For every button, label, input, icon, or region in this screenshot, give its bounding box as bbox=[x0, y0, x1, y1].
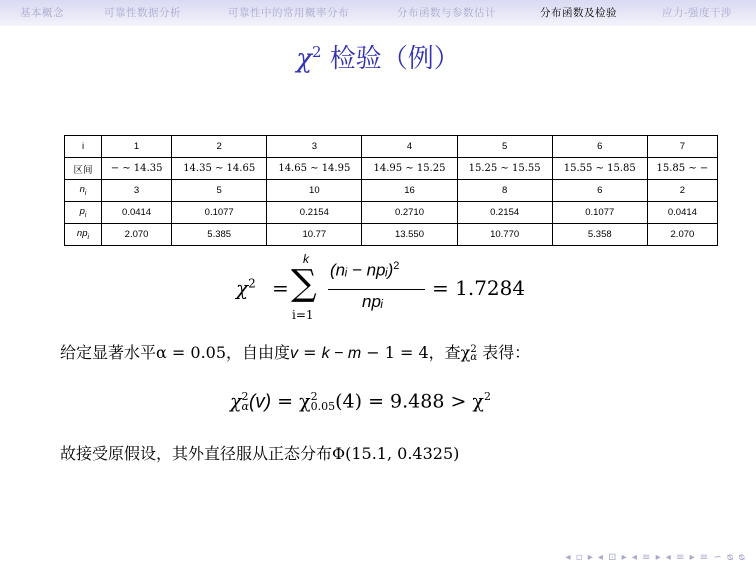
f2-sub: α bbox=[241, 400, 249, 414]
slide-title bbox=[0, 38, 756, 75]
table-cell: 5.358 bbox=[552, 224, 647, 246]
var-v: v bbox=[290, 345, 299, 362]
sentence-part-d: 表得： bbox=[477, 343, 531, 362]
header-cell: 5 bbox=[457, 136, 552, 158]
sum-lower-limit: i=1 bbox=[292, 308, 314, 322]
formula-result: = 1.7284 bbox=[432, 276, 526, 300]
f2-sup: 2 bbox=[241, 390, 249, 404]
sum-upper-limit: k bbox=[303, 252, 309, 266]
table-cell: 10 bbox=[267, 180, 362, 202]
row-label-sub: i bbox=[84, 211, 87, 219]
table-cell: 0.2710 bbox=[362, 202, 457, 224]
nav-item-distribution-estimation[interactable]: 分布函数与参数估计 bbox=[397, 7, 496, 19]
row-label-main: p bbox=[79, 206, 85, 218]
nav-item-probability-distributions[interactable]: 可靠性中的常用概率分布 bbox=[228, 7, 349, 19]
f2-sup2: 2 bbox=[310, 390, 318, 404]
table-header-row bbox=[65, 136, 718, 158]
row-label-pi bbox=[65, 202, 102, 224]
header-cell: 3 bbox=[267, 136, 362, 158]
table-cell: 8 bbox=[457, 180, 552, 202]
f2-chi-supsub bbox=[242, 392, 249, 412]
formula-lhs-exp: 2 bbox=[248, 276, 256, 291]
table-cell: 13.550 bbox=[362, 224, 457, 246]
f2-chi2-supsub bbox=[311, 392, 336, 412]
table-cell: 10.77 bbox=[267, 224, 362, 246]
numerator-exp: 2 bbox=[393, 260, 400, 272]
critical-value-formula bbox=[230, 390, 491, 413]
table-cell: 0.2154 bbox=[267, 202, 362, 224]
significance-sentence bbox=[60, 340, 530, 363]
nav-item-reliability-analysis[interactable]: 可靠性数据分析 bbox=[104, 7, 181, 19]
row-label-interval: 区间 bbox=[65, 158, 102, 180]
sentence-part-c: − 1 = 4，查χ bbox=[361, 343, 471, 362]
f2-sub2: 0.05 bbox=[310, 400, 336, 414]
numerator-expr: (nᵢ − npᵢ) bbox=[330, 260, 394, 280]
table-cell: 2.070 bbox=[102, 224, 172, 246]
expr-k-m: k − m bbox=[321, 345, 362, 362]
conclusion-sentence: 故接受原假设，其外直径服从正态分布Φ(15.1, 0.4325) bbox=[60, 444, 460, 463]
section-navbar bbox=[0, 0, 756, 26]
fraction-bar bbox=[328, 289, 425, 290]
table-cell: 14.95 ∼ 15.25 bbox=[362, 158, 457, 180]
row-label-ni bbox=[65, 180, 102, 202]
f2-chi: χ bbox=[230, 390, 242, 413]
table-cell: 15.25 ∼ 15.55 bbox=[457, 158, 552, 180]
title-chi-symbol: χ bbox=[296, 44, 312, 74]
formula-equals: = bbox=[272, 276, 289, 300]
sentence-part-a: 给定显著水平α = 0.05，自由度 bbox=[60, 343, 291, 362]
table-cell: 15.85 ∼ − bbox=[647, 158, 717, 180]
table-cell: 0.2154 bbox=[457, 202, 552, 224]
nav-item-stress-strength[interactable]: 应力-强度干涉 bbox=[662, 7, 733, 19]
f2-rest: (4) = 9.488 > χ bbox=[335, 390, 484, 413]
header-cell: 1 bbox=[102, 136, 172, 158]
nav-item-basic-concepts[interactable]: 基本概念 bbox=[20, 7, 64, 19]
table-cell: 0.1077 bbox=[552, 202, 647, 224]
fraction-denominator: npᵢ bbox=[362, 292, 384, 311]
table-cell: 0.1077 bbox=[172, 202, 267, 224]
table-cell: 14.35 ∼ 14.65 bbox=[172, 158, 267, 180]
table-cell: 15.55 ∼ 15.85 bbox=[552, 158, 647, 180]
row-label-sub: i bbox=[87, 233, 90, 241]
chi-square-formula bbox=[236, 252, 536, 324]
table-cell: 5 bbox=[172, 180, 267, 202]
beamer-navigation-icons[interactable]: ◂ ▫ ▸ ◂ ⊡ ▸ ◂ ≡ ▸ ◂ ≡ ▸ ≡ ∽ ᴓ ᴓ bbox=[565, 552, 746, 563]
table-row-pi bbox=[65, 202, 718, 224]
nav-item-distribution-test[interactable]: 分布函数及检验 bbox=[540, 7, 617, 19]
formula-lhs-chi: χ bbox=[236, 276, 249, 300]
table-row-interval bbox=[65, 158, 718, 180]
header-label: i bbox=[65, 136, 102, 158]
table-cell: − ∼ 14.35 bbox=[102, 158, 172, 180]
table-cell: 0.0414 bbox=[647, 202, 717, 224]
row-label-sub: i bbox=[84, 189, 87, 197]
table-cell: 6 bbox=[552, 180, 647, 202]
sentence-part-b: = bbox=[298, 343, 322, 362]
f2-arg: (v) bbox=[248, 391, 272, 413]
table-cell: 2.070 bbox=[647, 224, 717, 246]
table-row-npi bbox=[65, 224, 718, 246]
sum-symbol: ∑ bbox=[291, 263, 317, 304]
table-cell: 3 bbox=[102, 180, 172, 202]
table-cell: 5.385 bbox=[172, 224, 267, 246]
header-cell: 4 bbox=[362, 136, 457, 158]
header-cell: 6 bbox=[552, 136, 647, 158]
f2-part2: = χ bbox=[271, 390, 311, 413]
row-label-main: n bbox=[79, 184, 85, 196]
fraction-numerator bbox=[330, 260, 399, 281]
formula-lhs bbox=[236, 276, 256, 300]
table-cell: 10.770 bbox=[457, 224, 552, 246]
table-cell: 0.0414 bbox=[102, 202, 172, 224]
header-cell: 7 bbox=[647, 136, 717, 158]
frequency-table bbox=[64, 135, 718, 246]
header-cell: 2 bbox=[172, 136, 267, 158]
chi-sup: 2 bbox=[470, 343, 477, 355]
table-cell: 14.65 ∼ 14.95 bbox=[267, 158, 362, 180]
row-label-main: np bbox=[76, 228, 88, 240]
table-cell: 2 bbox=[647, 180, 717, 202]
title-text: 检验（例） bbox=[329, 44, 460, 74]
f2-end-sup: 2 bbox=[483, 390, 491, 403]
title-exponent: 2 bbox=[311, 43, 322, 61]
table-row-ni bbox=[65, 180, 718, 202]
chi-sub: α bbox=[470, 351, 478, 363]
table-cell: 16 bbox=[362, 180, 457, 202]
row-label-npi bbox=[65, 224, 102, 246]
